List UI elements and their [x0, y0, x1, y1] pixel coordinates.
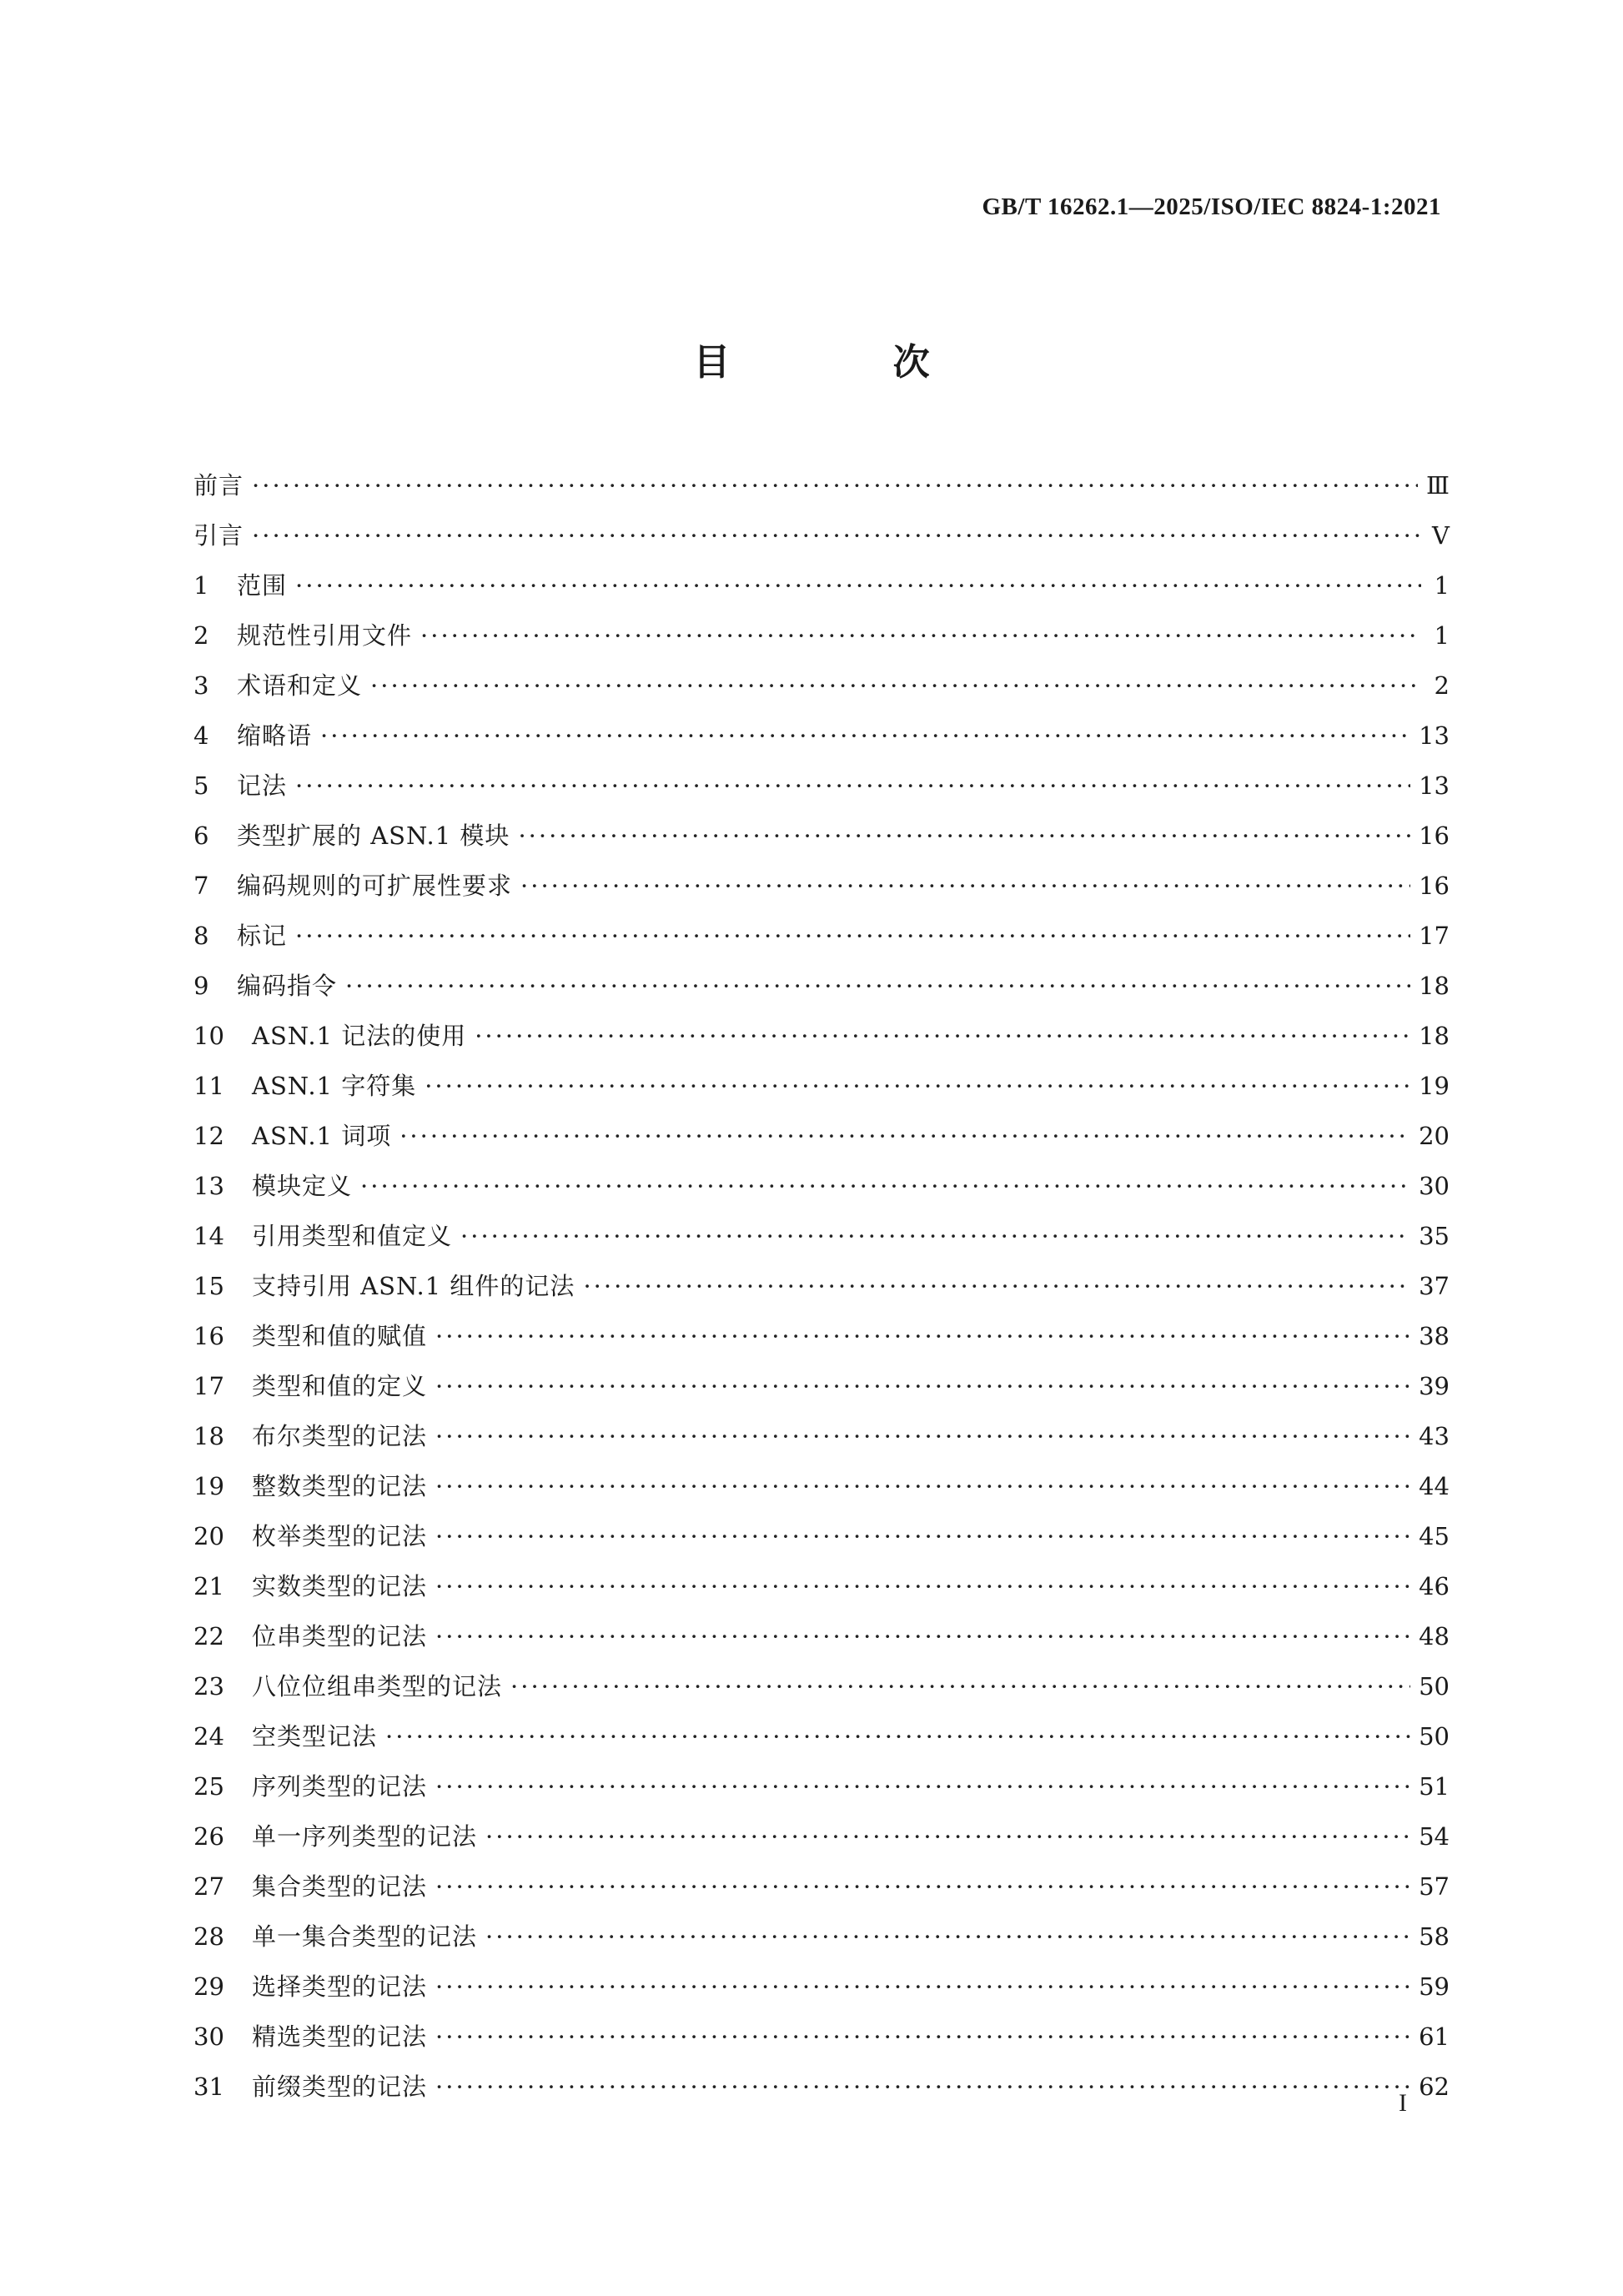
toc-entry-title: 规范性引用文件: [237, 621, 413, 650]
toc-entry-page: 30: [1419, 1172, 1450, 1200]
toc-entry[interactable]: [193, 1011, 1450, 1061]
toc-entry-number: 25: [193, 1772, 224, 1801]
toc-dot-leader: [520, 861, 1410, 911]
toc-entry-page: 61: [1419, 2022, 1450, 2051]
toc-dot-leader: [295, 560, 1421, 610]
toc-entry-title: 缩略语: [237, 721, 313, 750]
toc-entry-number: 16: [193, 1322, 224, 1350]
toc-entry-number: 10: [193, 1022, 224, 1050]
toc-entry[interactable]: [193, 1261, 1450, 1311]
toc-entry[interactable]: [193, 2012, 1450, 2062]
toc-entry-page: 18: [1419, 1022, 1450, 1050]
toc-entry-title: 布尔类型的记法: [252, 1422, 428, 1450]
toc-dot-leader: [320, 711, 1410, 761]
toc-entry[interactable]: [193, 1061, 1450, 1111]
toc-entry[interactable]: [193, 1211, 1450, 1261]
toc-entry-title: 单一序列类型的记法: [252, 1822, 478, 1851]
toc-dot-leader: [485, 1912, 1410, 1962]
toc-dot-leader: [518, 811, 1410, 861]
toc-dot-leader: [360, 1161, 1410, 1211]
toc-entry-title: 引用类型和值定义: [252, 1222, 453, 1250]
toc-entry-title: 前缀类型的记法: [252, 2072, 428, 2101]
toc-entry-title: 类型和值的定义: [252, 1372, 428, 1400]
toc-entry-number: 18: [193, 1422, 224, 1450]
toc-entry-page: 13: [1419, 771, 1450, 800]
toc-entry[interactable]: [193, 1361, 1450, 1411]
toc-entry-title: 前言: [193, 471, 244, 500]
toc-dot-leader: [435, 1411, 1410, 1461]
toc-dot-leader: [420, 610, 1421, 661]
toc-entry-page: 44: [1419, 1472, 1450, 1500]
toc-entry-page: 20: [1419, 1122, 1450, 1150]
toc-entry-page: 35: [1419, 1222, 1450, 1250]
toc-entry-title: 术语和定义: [237, 671, 363, 700]
toc-entry-number: 26: [193, 1822, 224, 1851]
toc-entry-page: 46: [1419, 1572, 1450, 1600]
toc-entry-number: 2: [193, 621, 209, 650]
toc-entry[interactable]: [193, 811, 1450, 861]
toc-entry[interactable]: [193, 1411, 1450, 1461]
toc-entry[interactable]: [193, 1161, 1450, 1211]
toc-entry-number: 22: [193, 1622, 224, 1650]
toc-entry[interactable]: [193, 1761, 1450, 1811]
toc-dot-leader: [252, 510, 1421, 560]
toc-entry-title: 选择类型的记法: [252, 1972, 428, 2001]
toc-entry-number: 29: [193, 1972, 224, 2001]
table-of-contents: [193, 460, 1450, 2112]
toc-entry-number: 11: [193, 1072, 224, 1100]
toc-entry-page: 18: [1419, 972, 1450, 1000]
toc-entry-number: 23: [193, 1672, 224, 1701]
toc-entry-title: 空类型记法: [252, 1722, 378, 1751]
toc-entry[interactable]: [193, 861, 1450, 911]
toc-entry-number: 1: [193, 571, 209, 600]
toc-entry-number: 6: [193, 821, 209, 850]
toc-dot-leader: [295, 761, 1410, 811]
toc-entry-title: 八位位组串类型的记法: [252, 1672, 503, 1701]
toc-entry-title: ASN.1 词项: [252, 1122, 392, 1150]
toc-entry-number: 15: [193, 1272, 224, 1300]
toc-entry-title: 枚举类型的记法: [252, 1522, 428, 1550]
toc-entry-number: 3: [193, 671, 209, 700]
toc-dot-leader: [399, 1111, 1410, 1161]
page-title: 目 次: [693, 341, 1005, 384]
toc-entry-title: 支持引用 ASN.1 组件的记法: [252, 1272, 575, 1300]
toc-entry-page: 19: [1419, 1072, 1450, 1100]
toc-entry-title: 类型和值的赋值: [252, 1322, 428, 1350]
toc-dot-leader: [425, 1061, 1410, 1111]
toc-entry-page: 43: [1419, 1422, 1450, 1450]
toc-entry-page: 16: [1419, 821, 1450, 850]
toc-entry-number: 5: [193, 771, 209, 800]
toc-entry-title: 编码规则的可扩展性要求: [237, 872, 513, 900]
toc-entry-title: 集合类型的记法: [252, 1872, 428, 1901]
toc-entry-page: Ⅴ: [1432, 521, 1450, 550]
toc-entry-title: 引言: [193, 521, 244, 550]
toc-entry-number: 9: [193, 972, 209, 1000]
toc-entry[interactable]: [193, 961, 1450, 1011]
toc-entry-page: Ⅲ: [1426, 471, 1450, 500]
toc-dot-leader: [435, 1861, 1410, 1912]
toc-entry-title: 范围: [237, 571, 288, 600]
toc-entry[interactable]: [193, 1661, 1450, 1711]
toc-entry[interactable]: [193, 911, 1450, 961]
toc-entry-page: 37: [1419, 1272, 1450, 1300]
toc-dot-leader: [435, 1311, 1410, 1361]
toc-entry[interactable]: [193, 1561, 1450, 1611]
toc-entry-title: 单一集合类型的记法: [252, 1922, 478, 1951]
toc-dot-leader: [435, 2012, 1410, 2062]
toc-entry-title: 记法: [237, 771, 288, 800]
toc-dot-leader: [435, 1561, 1410, 1611]
toc-entry-number: 7: [193, 872, 209, 900]
toc-entry-page: 45: [1419, 1522, 1450, 1550]
toc-entry[interactable]: [193, 1912, 1450, 1962]
toc-entry[interactable]: [193, 1461, 1450, 1511]
toc-entry-page: 39: [1419, 1372, 1450, 1400]
toc-dot-leader: [475, 1011, 1410, 1061]
toc-dot-leader: [295, 911, 1410, 961]
toc-entry[interactable]: [193, 560, 1450, 610]
toc-entry[interactable]: [193, 711, 1450, 761]
toc-dot-leader: [370, 661, 1421, 711]
toc-entry-page: 54: [1419, 1822, 1450, 1851]
toc-entry-title: 类型扩展的 ASN.1 模块: [237, 821, 510, 850]
toc-dot-leader: [435, 1511, 1410, 1561]
toc-dot-leader: [252, 460, 1418, 510]
toc-entry-page: 58: [1419, 1922, 1450, 1951]
toc-entry-page: 50: [1419, 1672, 1450, 1701]
toc-dot-leader: [435, 2062, 1410, 2112]
toc-entry-number: 14: [193, 1222, 224, 1250]
toc-dot-leader: [345, 961, 1410, 1011]
toc-dot-leader: [435, 1361, 1410, 1411]
toc-entry[interactable]: [193, 1611, 1450, 1661]
toc-dot-leader: [485, 1811, 1410, 1861]
toc-entry[interactable]: [193, 1711, 1450, 1761]
toc-entry[interactable]: [193, 1811, 1450, 1861]
toc-entry[interactable]: [193, 610, 1450, 661]
toc-entry[interactable]: [193, 1111, 1450, 1161]
toc-entry-title: ASN.1 记法的使用: [252, 1022, 467, 1050]
toc-entry-title: 位串类型的记法: [252, 1622, 428, 1650]
toc-entry-page: 1: [1434, 571, 1450, 600]
toc-entry-number: 20: [193, 1522, 224, 1550]
toc-dot-leader: [583, 1261, 1410, 1311]
toc-entry-page: 13: [1419, 721, 1450, 750]
toc-entry[interactable]: [193, 1861, 1450, 1912]
toc-entry-number: 4: [193, 721, 209, 750]
toc-entry[interactable]: [193, 1511, 1450, 1561]
toc-entry-number: 17: [193, 1372, 224, 1400]
toc-entry-title: 模块定义: [252, 1172, 353, 1200]
toc-dot-leader: [435, 1962, 1410, 2012]
toc-entry[interactable]: [193, 1962, 1450, 2012]
toc-entry-page: 48: [1419, 1622, 1450, 1650]
toc-entry-number: 24: [193, 1722, 224, 1751]
toc-entry-page: 1: [1434, 621, 1450, 650]
toc-entry-title: 整数类型的记法: [252, 1472, 428, 1500]
toc-entry-number: 27: [193, 1872, 224, 1901]
toc-dot-leader: [460, 1211, 1410, 1261]
toc-entry-page: 62: [1419, 2072, 1450, 2101]
toc-entry-number: 13: [193, 1172, 224, 1200]
toc-entry-title: 实数类型的记法: [252, 1572, 428, 1600]
toc-entry-number: 31: [193, 2072, 224, 2101]
toc-dot-leader: [510, 1661, 1410, 1711]
toc-entry-page: 38: [1419, 1322, 1450, 1350]
toc-entry-page: 17: [1419, 922, 1450, 950]
toc-dot-leader: [435, 1611, 1410, 1661]
toc-entry-page: 2: [1434, 671, 1450, 700]
toc-entry-number: 30: [193, 2022, 224, 2051]
toc-entry-title: ASN.1 字符集: [252, 1072, 417, 1100]
toc-entry-title: 精选类型的记法: [252, 2022, 428, 2051]
toc-entry-page: 50: [1419, 1722, 1450, 1751]
toc-entry[interactable]: [193, 460, 1450, 510]
toc-entry-number: 19: [193, 1472, 224, 1500]
toc-entry-page: 16: [1419, 872, 1450, 900]
toc-entry-number: 21: [193, 1572, 224, 1600]
toc-entry-number: 28: [193, 1922, 224, 1951]
toc-entry-number: 12: [193, 1122, 224, 1150]
toc-entry-page: 59: [1419, 1972, 1450, 2001]
toc-entry[interactable]: [193, 2062, 1450, 2112]
toc-dot-leader: [385, 1711, 1410, 1761]
toc-entry-number: 8: [193, 922, 209, 950]
toc-entry[interactable]: [193, 661, 1450, 711]
toc-entry-title: 编码指令: [237, 972, 338, 1000]
toc-entry[interactable]: [193, 510, 1450, 560]
toc-dot-leader: [435, 1761, 1410, 1811]
standard-number: GB/T 16262.1—2025/ISO/IEC 8824-1:2021: [982, 193, 1441, 220]
toc-entry[interactable]: [193, 761, 1450, 811]
toc-entry-title: 标记: [237, 922, 288, 950]
toc-entry-page: 51: [1419, 1772, 1450, 1801]
toc-entry-title: 序列类型的记法: [252, 1772, 428, 1801]
page-number: I: [1399, 2089, 1407, 2117]
toc-entry[interactable]: [193, 1311, 1450, 1361]
toc-dot-leader: [435, 1461, 1410, 1511]
toc-entry-page: 57: [1419, 1872, 1450, 1901]
